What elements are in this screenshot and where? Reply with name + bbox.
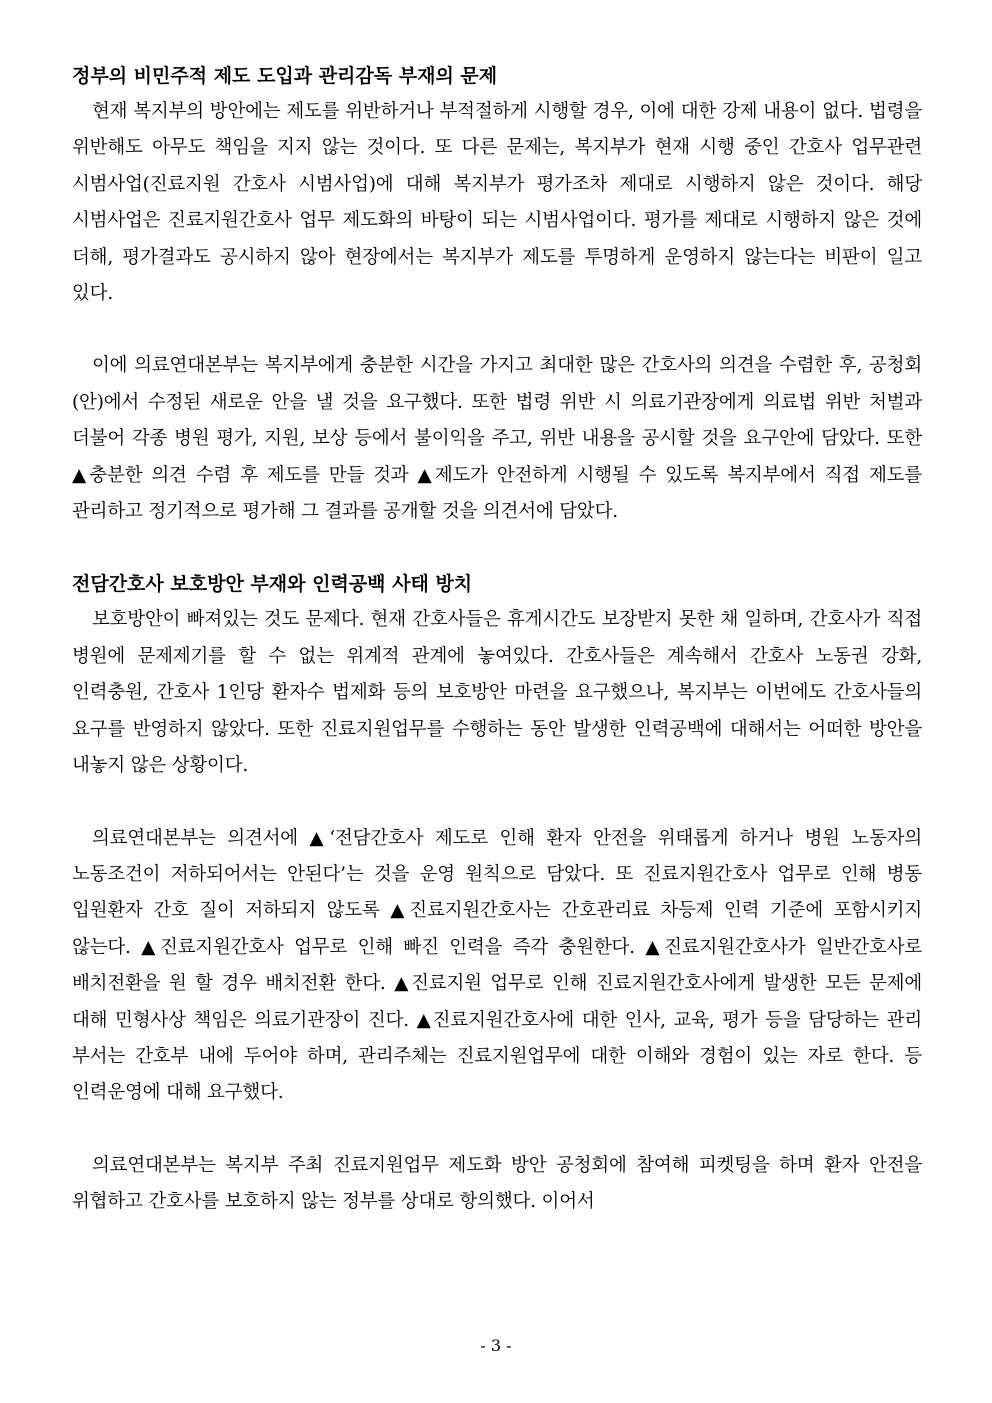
paragraph-1-2: 이에 의료연대본부는 복지부에게 충분한 시간을 가지고 최대한 많은 간호사의 의견을 수렴한 후, 공청회(안)에서 수정된 새로운 안을 낼 것을 요구했다. 또한 법령 위반 시 의료기관장에게 의료법 위반 처벌과 더불어 각종 병원 평가, 지원, 보상 등에서 불이익을 주고, 위반 내용을 공시할 것을 요구안에 담았다. 또한 ▲충분한 의견 수렴 후 제도를 만들 것과 ▲제도가 안전하게 시행될 수 있도록 복지부에서 직접 제도를 관리하고 정기적으로 평가해 그 결과를 공개할 것을 의견서에 담았다. (72, 355, 922, 523)
paragraph-spacer (72, 312, 922, 348)
paragraph-2-2: 의료연대본부는 의견서에 ▲‘전담간호사 제도로 인해 환자 안전을 위태롭게 하거나 병원 노동자의 노동조건이 저하되어서는 안된다’는 것을 운영 원칙으로 담았다. 또 진료지원간호사 업무로 인해 병동 입원환자 간호 질이 저하되지 않도록 ▲진료지원간호사는 간호관리료 차등제 인력 기준에 포함시키지 않는다. ▲진료지원간호사 업무로 인해 빠진 인력을 즉각 충원한다. ▲진료지원간호사가 일반간호사로 배치전환을 원 할 경우 배치전환 한다. ▲진료지원 업무로 인해 진료지원간호사에게 발생한 모든 문제에 대해 민형사상 책임은 의료기관장이 진다. ▲진료지원간호사에 대한 인사, 교육, 평가 등을 담당하는 관리 부서는 간호부 내에 두어야 하며, 관리주체는 진료지원업무에 대한 이해와 경험이 있는 자로 한다. 등 인력운영에 대해 요구했다. (72, 827, 922, 1104)
paragraph-1-1: 현재 복지부의 방안에는 제도를 위반하거나 부적절하게 시행할 경우, 이에 대한 강제 내용이 없다. 법령을 위반해도 아무도 책임을 지지 않는 것이다. 또 다른 문제는, 복지부가 현재 시행 중인 간호사 업무관련 시범사업(진료지원 간호사 시범사업)에 대해 복지부가 평가조차 제대로 시행하지 않은 것이다. 해당 시범사업은 진료지원간호사 업무 제도화의 바탕이 되는 시범사업이다. 평가를 제대로 시행하지 않은 것에 더해, 평가결과도 공시하지 않아 현장에서는 복지부가 제도를 투명하게 운영하지 않는다는 비판이 일고 있다. (72, 101, 922, 305)
page-number: - 3 - (480, 1336, 512, 1355)
paragraph-spacer (72, 785, 922, 821)
document-page (72, 58, 922, 1221)
paragraph-2-1: 보호방안이 빠져있는 것도 문제다. 현재 간호사들은 휴게시간도 보장받지 못한 채 일하며, 간호사가 직접 병원에 문제제기를 할 수 없는 위계적 관계에 놓여있다. 간호사들은 계속해서 간호사 노동권 강화, 인력충원, 간호사 1인당 환자수 법제화 등의 보호방안 마련을 요구했으나, 복지부는 이번에도 간호사들의 요구를 반영하지 않았다. 또한 진료지원업무를 수행하는 동안 발생한 인력공백에 대해서는 어떠한 방안을 내놓지 않은 상황이다. (72, 609, 922, 777)
section-heading-2: 전담간호사 보호방안 부재와 인력공백 사태 방치 (72, 573, 473, 596)
paragraph-spacer (72, 530, 922, 566)
paragraph-spacer (72, 1112, 922, 1148)
paragraph-2-3: 의료연대본부는 복지부 주최 진료지원업무 제도화 방안 공청회에 참여해 피켓팅을 하며 환자 안전을 위협하고 간호사를 보호하지 않는 정부를 상대로 항의했다. 이어서 (72, 1154, 922, 1213)
section-heading-1: 정부의 비민주적 제도 도입과 관리감독 부재의 문제 (72, 65, 498, 87)
